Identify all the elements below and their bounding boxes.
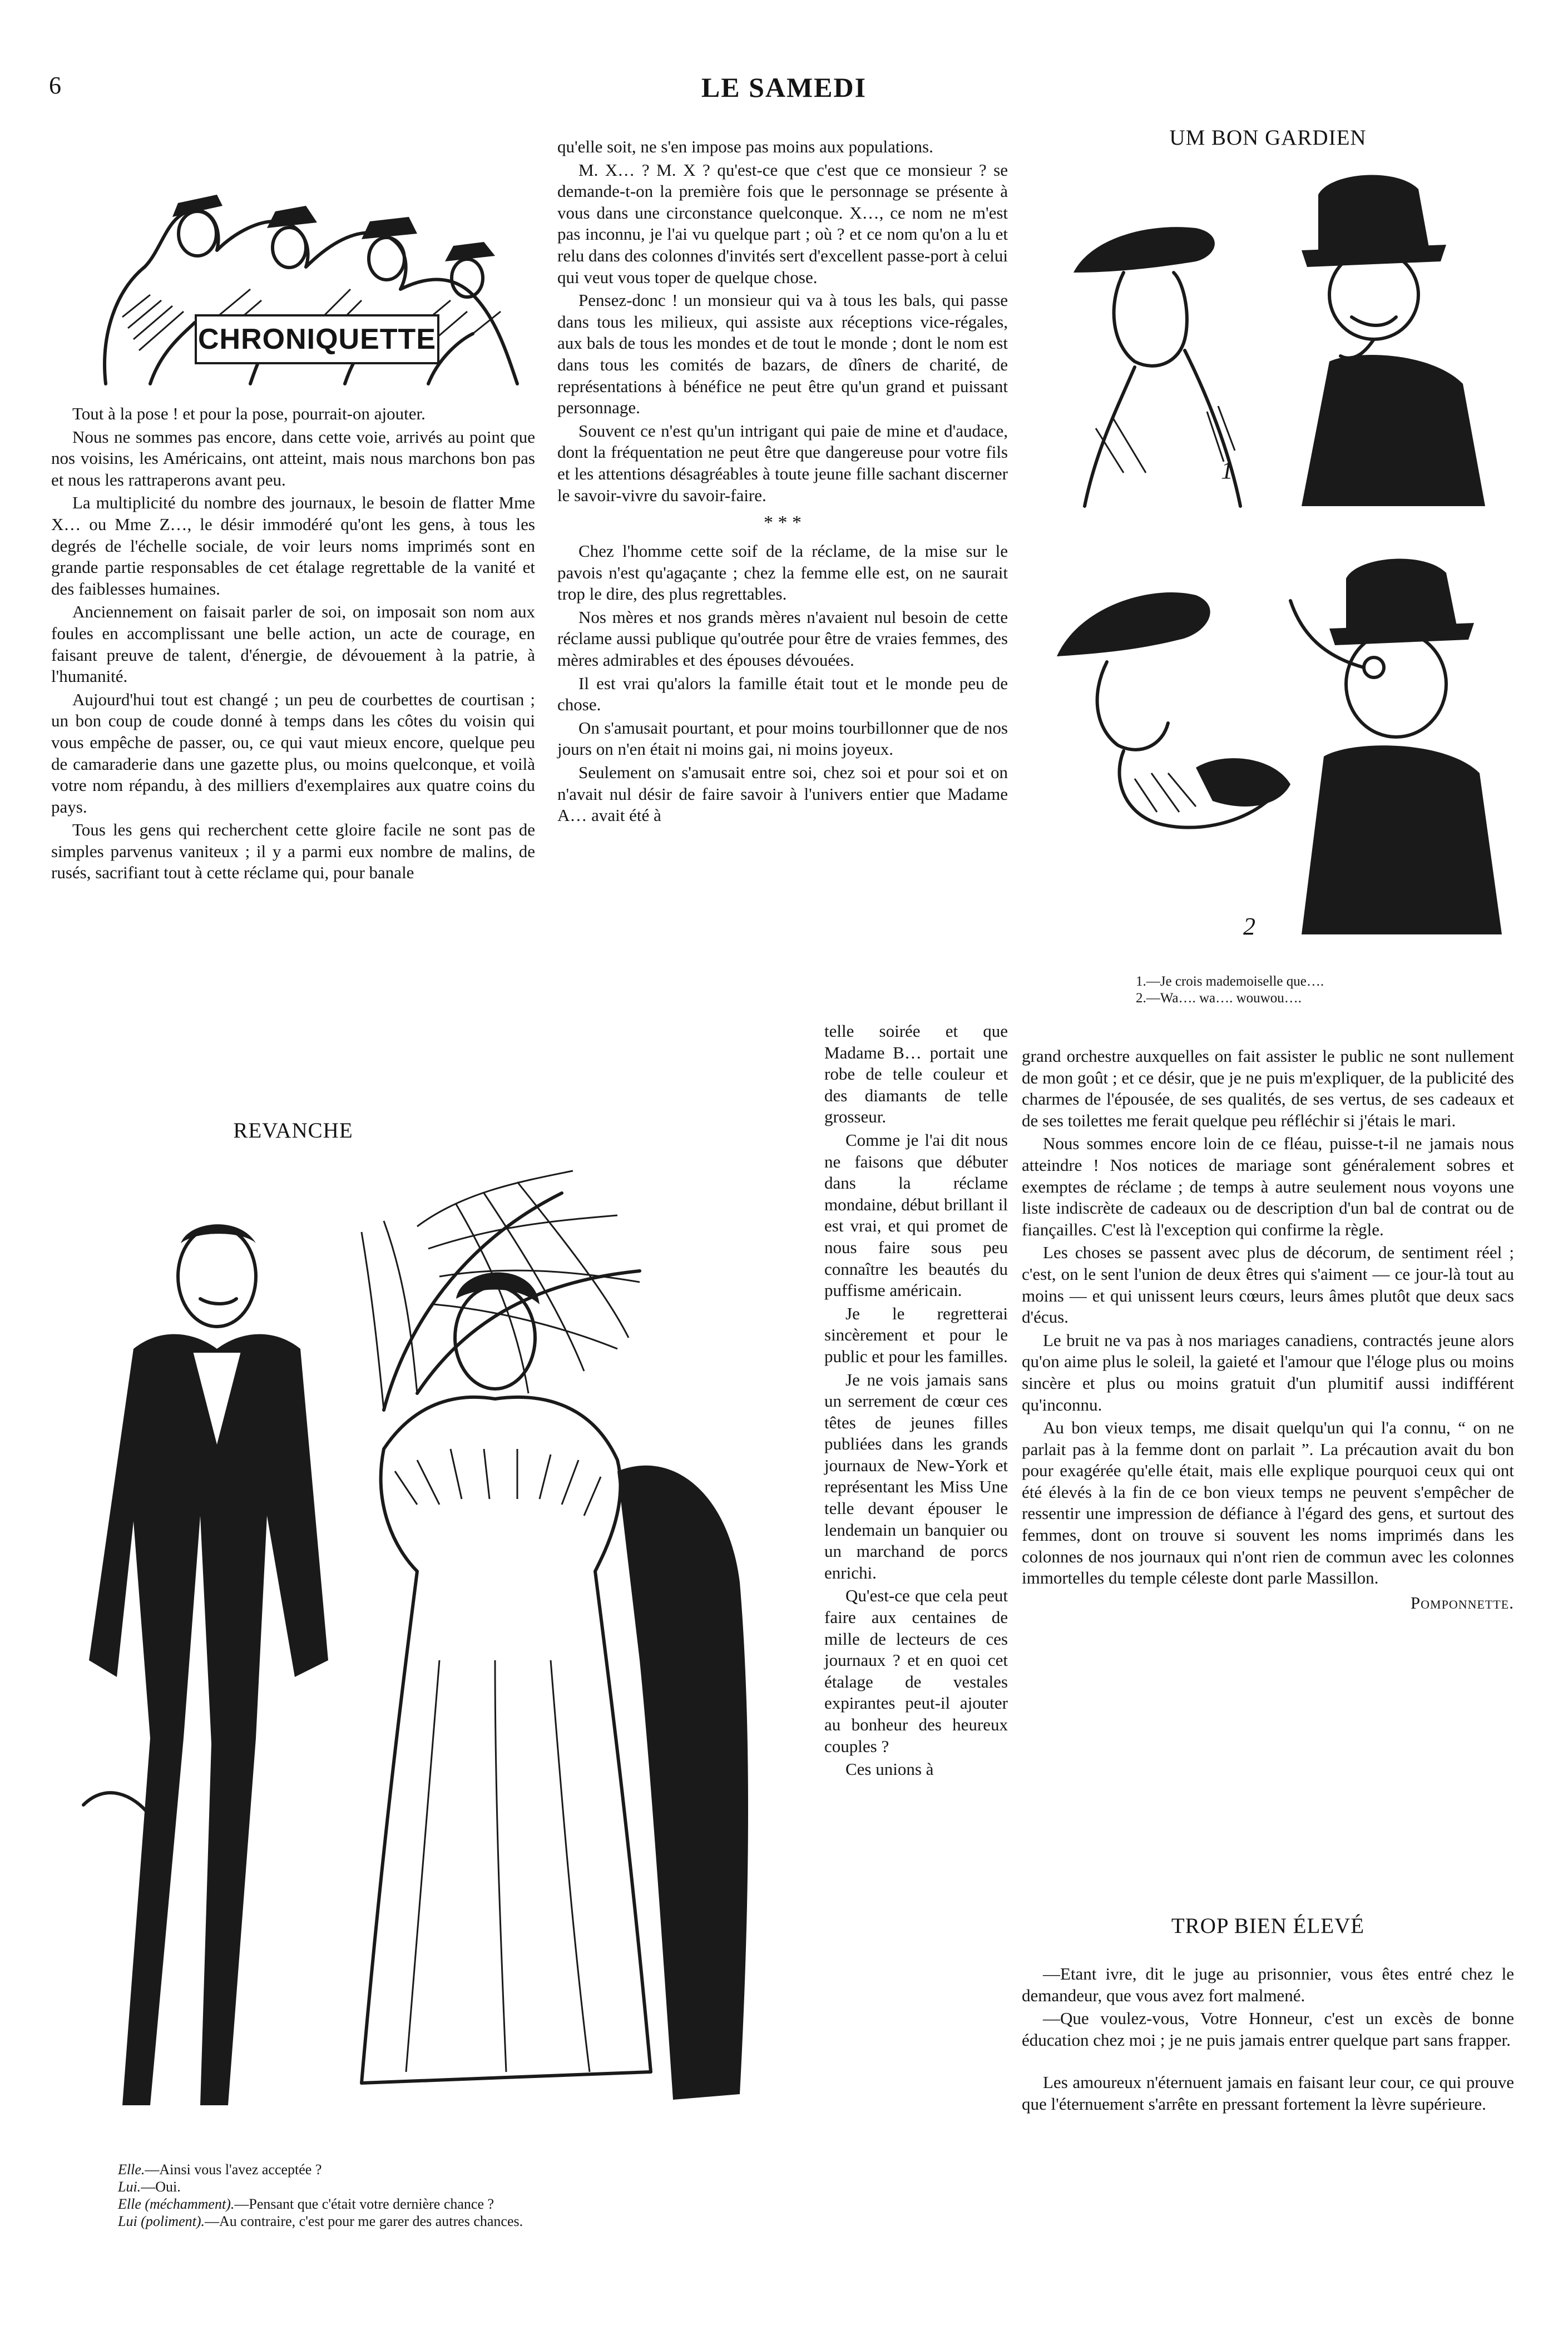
palm-fronds-background xyxy=(362,1171,640,1410)
chroniquette-column-2-narrow xyxy=(824,1021,1008,1782)
paragraph: —Que voulez-vous, Votre Honneur, c'est un excès de bonne éducation chez moi ; je ne puis jamais entrer quelque part sans frapper. xyxy=(1022,2008,1514,2050)
caption-line xyxy=(118,2195,523,2213)
man-in-evening-dress xyxy=(83,1224,328,2105)
paragraph: Aujourd'hui tout est changé ; un peu de courbettes de courtisan ; un bon coup de coude donné à temps dans les côtes du voisin qui vous empêche de passer, ou, ce qui vaut mieux encore, quelque peu de camaraderie dans une gazette plus, ou moins quelconque, et voilà votre nom répandu, à des milliers d'exemplaires aux quatre coins du pays. xyxy=(51,689,535,817)
panel-label-2: 2 xyxy=(1243,913,1255,940)
paragraph: Seulement on s'amusait entre soi, chez soi et pour soi et on n'avait nul désir de faire savoir à l'univers entier que Madame A… avait été à xyxy=(557,763,1008,825)
paragraph: Pensez-donc ! un monsieur qui va à tous les bals, qui passe dans tous les milieux, qui assiste aux réceptions vice-régales, aux bals de tous les mondes et de tout le monde ; dont le nom est dans tous les comités de bazars, de dîners de charité, de représentations à bénéfice ne peut être qu'un grand et puissant personnage. xyxy=(557,290,1008,418)
paragraph: —Etant ivre, dit le juge au prisonnier, vous êtes entré chez le demandeur, que vous avez fort malmené. xyxy=(1022,1964,1514,2005)
caption-speaker: Lui. xyxy=(118,2179,141,2195)
panel-label-1: 1 xyxy=(1221,457,1233,484)
paragraph: On s'amusait pourtant, et pour moins tourbillonner que de nos jours on n'en était ni moins gai, ni moins joyeux. xyxy=(557,718,1008,759)
caption-line: 2.—Wa…. wa…. wouwou…. xyxy=(1136,991,1302,1006)
caption-line xyxy=(118,2213,523,2230)
paragraph: Tout à la pose ! et pour la pose, pourrait-on ajouter. xyxy=(72,404,426,423)
woman-in-gown-seated xyxy=(362,1273,651,2084)
lady-with-small-dog xyxy=(1057,592,1290,828)
newspaper-title: LE SAMEDI xyxy=(701,72,867,103)
caption-text: —Oui. xyxy=(141,2179,181,2195)
revanche-title: REVANCHE xyxy=(233,1119,353,1142)
caption-speaker: Lui (poliment). xyxy=(118,2213,205,2229)
paragraph: Ces unions à xyxy=(845,1759,934,1779)
paragraph: Nous ne sommes pas encore, dans cette voie, arrivés au point que nos voisins, les Américains, ont atteint, mais nous marchons bon pas et nous les rattraperons avant peu. xyxy=(51,427,535,489)
paragraph: qu'elle soit, ne s'en impose pas moins aux populations. xyxy=(557,137,933,156)
paragraph: telle soirée et que Madame B… portait une robe de telle couleur et des diamants de telle grosseur. xyxy=(824,1021,1008,1127)
caption-text: —Au contraire, c'est pour me garer des autres chances. xyxy=(205,2213,523,2229)
paragraph: Le bruit ne va pas à nos mariages canadiens, contractés jeune alors qu'on aime plus le soleil, la gaieté et l'amour que l'éloge plus ou moins sincère et plus ou moins gratuit d'un plumitif aussi indifférent qu'inconnu. xyxy=(1022,1330,1514,1414)
revanche-caption xyxy=(118,2161,523,2230)
paragraph: Nos mères et nos grands mères n'avaient nul besoin de cette réclame aussi publique qu'outrée pour être de vraies femmes, des mères admirables et des épouses dévouées. xyxy=(557,607,1008,670)
paragraph: Je ne vois jamais sans un serrement de cœur ces têtes de jeunes filles publiées dans les grands journaux de New-York et représentant les Miss Une telle devant épouser le lendemain un banquier ou un marchand de porcs enrichi. xyxy=(824,1369,1008,1582)
chroniquette-column-1 xyxy=(51,403,535,885)
old-man-with-top-hat xyxy=(1302,175,1485,506)
um-bon-gardien-title: UM BON GARDIEN xyxy=(1169,126,1367,150)
signature: Pomponnette. xyxy=(1410,1592,1514,1612)
paragraph: Les choses se passent avec plus de décorum, de sentiment réel ; c'est, on le sent l'union de deux êtres qui s'aiment — ce jour-là tout au moins — et qui unissent leurs cœurs, leurs âmes plutôt que deux sacs d'écus. xyxy=(1022,1243,1514,1327)
paragraph: Nous sommes encore loin de ce fléau, puisse-t-il ne jamais nous atteindre ! Nos notices de mariage sont généralement sobres et exemptes de réclame ; de temps à autre seulement nous voyons une liste indiscrète de cadeaux ou de description d'un bal de contrat ou de fiançailles. C'est là l'exception qui confirme la règle. xyxy=(1022,1134,1514,1239)
caption-text: —Pensant que c'était votre dernière chance ? xyxy=(234,2196,494,2212)
page-number: 6 xyxy=(49,72,61,99)
paragraph: La multiplicité du nombre des journaux, le besoin de flatter Mme X… ou Mme Z…, le désir immodéré qu'ont les gens, à tous les degrés de l'échelle sociale, de voir leurs noms imprimés sont en grande partie responsables de cet étalage regrettable de la vanité et des faiblesses humaines. xyxy=(51,493,535,598)
paragraph: Comme je l'ai dit nous ne faisons que débuter dans la réclame mondaine, début brillant il est vrai, et qui promet de nous faire sous peu connaître les beautés du puffisme américain. xyxy=(824,1130,1008,1300)
caption-speaker: Elle (méchamment). xyxy=(118,2196,235,2212)
paragraph: Il est vrai qu'alors la famille était tout et le monde peu de chose. xyxy=(557,673,1008,715)
paragraph: Souvent ce n'est qu'un intrigant qui paie de mine et d'audace, dont la fréquentation ne peut être que dangereuse pour votre fils et les attentions désagréables à toute jeune fille sachant discerner le savoir-vivre du savoir-faire. xyxy=(557,420,1008,505)
revanche-illustration xyxy=(72,1160,818,2155)
um-bon-gardien-panel-2 xyxy=(1012,534,1524,957)
chroniquette-heading: CHRONIQUETTE xyxy=(195,314,439,364)
caption-speaker: Elle. xyxy=(118,2161,145,2178)
paragraph: Je le regretterai sincèrement et pour le public et pour les familles. xyxy=(824,1303,1008,1366)
man-with-monocle xyxy=(1290,559,1502,934)
caption-line xyxy=(118,2178,523,2195)
caption-line xyxy=(118,2161,523,2178)
paragraph: Anciennement on faisait parler de soi, on imposait son nom aux foules en accomplissant une belle action, un acte de courage, en faisant preuve de talent, d'énergie, de dévouement à la patrie, à l'humanité. xyxy=(51,602,535,686)
paragraph: Qu'est-ce que cela peut faire aux centaines de mille de lecteurs de ces journaux ? et en quoi cet étalage de vestales expirantes peut-il ajouter au bonheur des heureux couples ? xyxy=(824,1586,1008,1756)
trop-bien-eleve-text xyxy=(1022,1963,1514,2117)
paragraph: Chez l'homme cette soif de la réclame, de la mise sur le pavois n'est qu'agaçante ; chez la femme elle est, on ne saurait trop le dire, des plus regrettables. xyxy=(557,541,1008,604)
lady-with-hat xyxy=(1074,227,1240,506)
paragraph: M. X… ? M. X ? qu'est-ce que c'est que ce monsieur ? se demande-t-on la première fois que le personnage se présente à vous dans une circonstance quelconque. X…, ce nom ne m'est pas inconnu, je l'ai vu quelque part ; où ? et ce nom qu'on a lu et relu dans des colonnes d'invités sert d'excellent passe-port à celui qui veut vous toper de quelque chose. xyxy=(557,160,1008,287)
caption-text: —Ainsi vous l'avez acceptée ? xyxy=(145,2161,322,2178)
armchair xyxy=(617,1466,748,2100)
chroniquette-column-2 xyxy=(557,136,1008,828)
um-bon-gardien-panel-1 xyxy=(1040,161,1513,517)
caption-line: 1.—Je crois mademoiselle que…. xyxy=(1136,974,1324,989)
paragraph: Au bon vieux temps, me disait quelqu'un qui l'a connu, “ on ne parlait pas à la femme dont on parlait ”. La précaution avait du bon pour exagérée qu'elle était, mais elle explique pourquoi ceux qui ont été élevés à la fin de ce bon vieux temps ne peuvent s'empêcher de ressentir une impression de défiance à l'égard des gens, et surtout des femmes, dont on trouve si souvent les noms imprimés dans les colonnes de nos journaux qui n'ont rien de commun avec les colonnes immortelles du temple céleste dont parle Massillon. xyxy=(1022,1418,1514,1588)
chroniquette-column-3 xyxy=(1022,1046,1514,1614)
trop-bien-eleve-title: TROP BIEN ÉLEVÉ xyxy=(1171,1914,1365,1938)
paragraph: Tous les gens qui recherchent cette gloire facile ne sont pas de simples parvenus vaniteux ; il y a parmi eux nombre de malins, de rusés, sacrifiant tout à cette réclame qui, pour banale xyxy=(51,820,535,883)
paragraph: grand orchestre auxquelles on fait assister le public ne sont nullement de mon goût ; et ce désir, que je ne puis m'expliquer, de la publicité des charmes de l'épousée, de ses qualités, de ses vertus, de ses cadeaux et de ses toilettes me ferait quelque peu réfléchir si j'étais le mari. xyxy=(1022,1046,1514,1130)
um-bon-gardien-caption xyxy=(1136,973,1324,1007)
section-stars: * * * xyxy=(764,512,802,533)
paragraph: Les amoureux n'éternuent jamais en faisant leur cour, ce qui prouve que l'éternuement s'arrête en pressant fortement la lèvre supérieure. xyxy=(1022,2072,1514,2114)
